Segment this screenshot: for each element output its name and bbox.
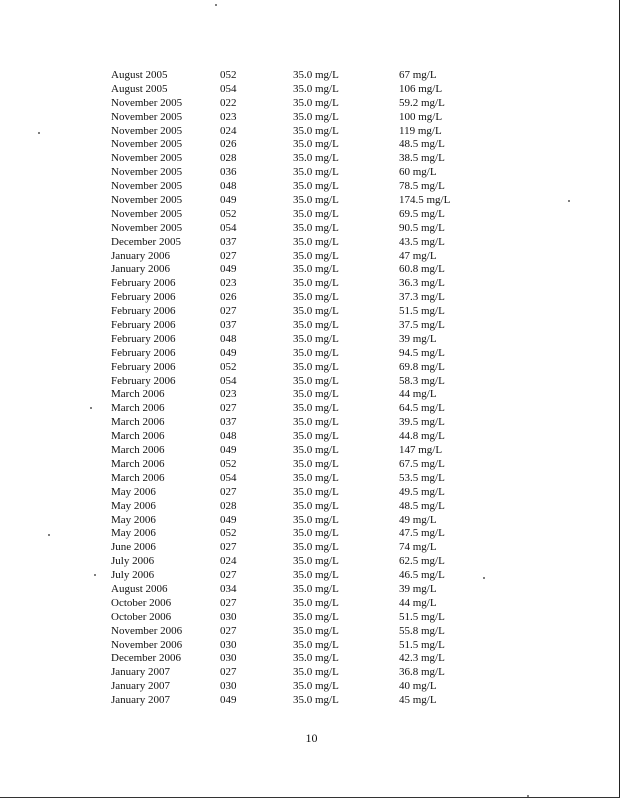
table-row (111, 430, 511, 444)
result-cell: 69.8 mg/L (399, 360, 445, 373)
limit-cell: 35.0 mg/L (293, 180, 339, 193)
table-row (111, 333, 511, 347)
result-cell: 39.5 mg/L (399, 416, 445, 429)
result-cell: 39 mg/L (399, 582, 437, 595)
outfall-cell: 036 (220, 166, 237, 179)
outfall-cell: 027 (220, 624, 237, 637)
outfall-cell: 048 (220, 332, 237, 345)
outfall-cell: 028 (220, 152, 237, 165)
result-cell: 44 mg/L (399, 388, 437, 401)
limit-cell: 35.0 mg/L (293, 69, 339, 81)
date-cell: December 2006 (111, 652, 181, 665)
date-cell: November 2005 (111, 138, 183, 151)
limit-cell: 35.0 mg/L (293, 221, 339, 234)
result-cell: 60 mg/L (399, 166, 437, 179)
outfall-cell: 027 (220, 596, 237, 609)
limit-cell: 35.0 mg/L (293, 82, 339, 95)
table-row (111, 375, 511, 389)
date-cell: July 2006 (111, 569, 155, 582)
outfall-cell: 030 (220, 652, 237, 665)
date-cell: March 2006 (111, 402, 165, 415)
table-row (111, 583, 511, 597)
result-cell: 58.3 mg/L (399, 374, 445, 387)
scan-speck (94, 574, 96, 576)
result-cell: 46.5 mg/L (399, 569, 445, 582)
limit-cell: 35.0 mg/L (293, 207, 339, 220)
result-cell: 147 mg/L (399, 444, 443, 457)
date-cell: February 2006 (111, 305, 176, 318)
result-cell: 49 mg/L (399, 513, 437, 526)
limit-cell: 35.0 mg/L (293, 152, 339, 165)
limit-cell: 35.0 mg/L (293, 388, 339, 401)
outfall-cell: 027 (220, 402, 237, 415)
limit-cell: 35.0 mg/L (293, 194, 339, 207)
outfall-cell: 054 (220, 221, 237, 234)
limit-cell: 35.0 mg/L (293, 235, 339, 248)
outfall-cell: 049 (220, 194, 237, 207)
date-cell: August 2005 (111, 82, 168, 95)
result-cell: 67 mg/L (399, 69, 437, 81)
date-cell: November 2005 (111, 221, 183, 234)
table-row (111, 97, 511, 111)
date-cell: March 2006 (111, 457, 165, 470)
table-row (111, 319, 511, 333)
limit-cell: 35.0 mg/L (293, 471, 339, 484)
limit-cell: 35.0 mg/L (293, 541, 339, 554)
outfall-cell: 022 (220, 96, 237, 109)
outfall-cell: 027 (220, 485, 237, 498)
table-row (111, 444, 511, 458)
limit-cell: 35.0 mg/L (293, 291, 339, 304)
limit-cell: 35.0 mg/L (293, 569, 339, 582)
table-row (111, 152, 511, 166)
table-row (111, 541, 511, 555)
result-cell: 38.5 mg/L (399, 152, 445, 165)
table-row (111, 361, 511, 375)
limit-cell: 35.0 mg/L (293, 138, 339, 151)
page-number: 10 (305, 731, 318, 745)
result-cell: 51.5 mg/L (399, 610, 445, 623)
limit-cell: 35.0 mg/L (293, 680, 339, 693)
result-cell: 100 mg/L (399, 110, 443, 123)
scan-speck (38, 132, 40, 134)
limit-cell: 35.0 mg/L (293, 96, 339, 109)
table-row (111, 416, 511, 430)
result-cell: 44.8 mg/L (399, 430, 445, 443)
date-cell: February 2006 (111, 319, 176, 332)
limit-cell: 35.0 mg/L (293, 346, 339, 359)
table-row (111, 666, 511, 680)
table-row (111, 388, 511, 402)
date-cell: January 2007 (111, 694, 170, 707)
outfall-cell: 024 (220, 124, 237, 137)
table-row (111, 125, 511, 139)
limit-cell: 35.0 mg/L (293, 624, 339, 637)
date-cell: February 2006 (111, 291, 176, 304)
result-cell: 55.8 mg/L (399, 624, 445, 637)
date-cell: October 2006 (111, 610, 172, 623)
date-cell: August 2005 (111, 69, 168, 81)
date-cell: October 2006 (111, 596, 172, 609)
outfall-cell: 027 (220, 249, 237, 262)
date-cell: November 2005 (111, 152, 183, 165)
result-cell: 42.3 mg/L (399, 652, 445, 665)
date-cell: November 2005 (111, 110, 183, 123)
outfall-cell: 052 (220, 457, 237, 470)
result-cell: 36.3 mg/L (399, 277, 445, 290)
date-cell: March 2006 (111, 471, 165, 484)
result-cell: 94.5 mg/L (399, 346, 445, 359)
table-row (111, 277, 511, 291)
outfall-cell: 049 (220, 694, 237, 707)
outfall-cell: 028 (220, 499, 237, 512)
outfall-cell: 024 (220, 555, 237, 568)
table-row (111, 486, 511, 500)
date-cell: June 2006 (111, 541, 156, 554)
result-cell: 90.5 mg/L (399, 221, 445, 234)
date-cell: May 2006 (111, 499, 156, 512)
table-row (111, 500, 511, 514)
date-cell: February 2006 (111, 346, 176, 359)
outfall-cell: 049 (220, 263, 237, 276)
limit-cell: 35.0 mg/L (293, 652, 339, 665)
result-cell: 74 mg/L (399, 541, 437, 554)
scan-speck (527, 795, 529, 797)
result-cell: 174.5 mg/L (399, 194, 451, 207)
limit-cell: 35.0 mg/L (293, 610, 339, 623)
limit-cell: 35.0 mg/L (293, 416, 339, 429)
outfall-cell: 052 (220, 207, 237, 220)
outfall-cell: 037 (220, 319, 237, 332)
table-row (111, 694, 511, 708)
outfall-cell: 023 (220, 110, 237, 123)
result-cell: 119 mg/L (399, 124, 442, 137)
page-edge-bottom (0, 797, 620, 798)
outfall-cell: 023 (220, 277, 237, 290)
limit-cell: 35.0 mg/L (293, 319, 339, 332)
date-cell: November 2005 (111, 180, 183, 193)
table-row (111, 291, 511, 305)
table-row (111, 250, 511, 264)
result-cell: 51.5 mg/L (399, 305, 445, 318)
date-cell: December 2005 (111, 235, 181, 248)
result-cell: 51.5 mg/L (399, 638, 445, 651)
date-cell: August 2006 (111, 582, 168, 595)
date-cell: November 2005 (111, 194, 183, 207)
result-cell: 62.5 mg/L (399, 555, 445, 568)
table-row (111, 680, 511, 694)
table-row (111, 625, 511, 639)
table-row (111, 402, 511, 416)
table-row (111, 111, 511, 125)
result-cell: 60.8 mg/L (399, 263, 445, 276)
limit-cell: 35.0 mg/L (293, 430, 339, 443)
table-row (111, 69, 511, 83)
result-cell: 64.5 mg/L (399, 402, 445, 415)
outfall-cell: 030 (220, 680, 237, 693)
date-cell: November 2005 (111, 96, 183, 109)
table-row (111, 527, 511, 541)
table-row (111, 83, 511, 97)
outfall-cell: 030 (220, 610, 237, 623)
table-row (111, 569, 511, 583)
limit-cell: 35.0 mg/L (293, 444, 339, 457)
date-cell: November 2005 (111, 207, 183, 220)
date-cell: March 2006 (111, 388, 165, 401)
limit-cell: 35.0 mg/L (293, 277, 339, 290)
outfall-cell: 054 (220, 471, 237, 484)
table-row (111, 166, 511, 180)
table-row (111, 611, 511, 625)
result-cell: 39 mg/L (399, 332, 437, 345)
outfall-cell: 037 (220, 416, 237, 429)
table-row (111, 138, 511, 152)
outfall-cell: 027 (220, 305, 237, 318)
scan-speck (48, 534, 50, 536)
limit-cell: 35.0 mg/L (293, 402, 339, 415)
limit-cell: 35.0 mg/L (293, 249, 339, 262)
date-cell: March 2006 (111, 416, 165, 429)
result-cell: 47.5 mg/L (399, 527, 445, 540)
limit-cell: 35.0 mg/L (293, 499, 339, 512)
table-row (111, 263, 511, 277)
date-cell: February 2006 (111, 360, 176, 373)
date-cell: November 2005 (111, 124, 183, 137)
limit-cell: 35.0 mg/L (293, 110, 339, 123)
date-cell: February 2006 (111, 374, 176, 387)
limit-cell: 35.0 mg/L (293, 638, 339, 651)
result-cell: 44 mg/L (399, 596, 437, 609)
limit-cell: 35.0 mg/L (293, 374, 339, 387)
limit-cell: 35.0 mg/L (293, 666, 339, 679)
result-cell: 37.3 mg/L (399, 291, 445, 304)
date-cell: November 2005 (111, 166, 183, 179)
table-row (111, 458, 511, 472)
outfall-cell: 030 (220, 638, 237, 651)
result-cell: 37.5 mg/L (399, 319, 445, 332)
limit-cell: 35.0 mg/L (293, 555, 339, 568)
limit-cell: 35.0 mg/L (293, 360, 339, 373)
outfall-cell: 027 (220, 569, 237, 582)
limit-cell: 35.0 mg/L (293, 694, 339, 707)
result-cell: 78.5 mg/L (399, 180, 445, 193)
date-cell: February 2006 (111, 277, 176, 290)
date-cell: January 2006 (111, 263, 170, 276)
result-cell: 36.8 mg/L (399, 666, 445, 679)
outfall-cell: 052 (220, 360, 237, 373)
limit-cell: 35.0 mg/L (293, 513, 339, 526)
table-row (111, 555, 511, 569)
table-row (111, 652, 511, 666)
scan-speck (90, 407, 92, 409)
outfall-cell: 048 (220, 430, 237, 443)
date-cell: March 2006 (111, 430, 165, 443)
table-row (111, 597, 511, 611)
outfall-cell: 026 (220, 291, 237, 304)
date-cell: January 2007 (111, 666, 170, 679)
table-row (111, 208, 511, 222)
result-cell: 45 mg/L (399, 694, 437, 707)
scan-speck (215, 4, 217, 6)
limit-cell: 35.0 mg/L (293, 332, 339, 345)
limit-cell: 35.0 mg/L (293, 166, 339, 179)
date-cell: May 2006 (111, 527, 156, 540)
table-row (111, 305, 511, 319)
limit-cell: 35.0 mg/L (293, 124, 339, 137)
table-row (111, 514, 511, 528)
table-row (111, 236, 511, 250)
result-cell: 47 mg/L (399, 249, 437, 262)
outfall-cell: 049 (220, 444, 237, 457)
limit-cell: 35.0 mg/L (293, 527, 339, 540)
limit-cell: 35.0 mg/L (293, 305, 339, 318)
result-cell: 53.5 mg/L (399, 471, 445, 484)
result-cell: 106 mg/L (399, 82, 443, 95)
table-row (111, 180, 511, 194)
result-cell: 67.5 mg/L (399, 457, 445, 470)
limit-cell: 35.0 mg/L (293, 582, 339, 595)
outfall-cell: 026 (220, 138, 237, 151)
result-cell: 59.2 mg/L (399, 96, 445, 109)
table-row (111, 472, 511, 486)
date-cell: February 2006 (111, 332, 176, 345)
date-cell: May 2006 (111, 513, 156, 526)
outfall-cell: 049 (220, 513, 237, 526)
result-cell: 43.5 mg/L (399, 235, 445, 248)
date-cell: July 2006 (111, 555, 155, 568)
outfall-cell: 037 (220, 235, 237, 248)
outfall-cell: 048 (220, 180, 237, 193)
limit-cell: 35.0 mg/L (293, 485, 339, 498)
outfall-cell: 034 (220, 582, 237, 595)
result-cell: 40 mg/L (399, 680, 437, 693)
limit-cell: 35.0 mg/L (293, 263, 339, 276)
result-cell: 49.5 mg/L (399, 485, 445, 498)
date-cell: November 2006 (111, 624, 183, 637)
limit-cell: 35.0 mg/L (293, 457, 339, 470)
page-edge-right (619, 0, 620, 797)
result-cell: 48.5 mg/L (399, 499, 445, 512)
table-row (111, 639, 511, 653)
table-row (111, 222, 511, 236)
outfall-cell: 052 (220, 527, 237, 540)
outfall-cell: 027 (220, 541, 237, 554)
outfall-cell: 027 (220, 666, 237, 679)
date-cell: May 2006 (111, 485, 156, 498)
date-cell: January 2007 (111, 680, 170, 693)
outfall-cell: 054 (220, 82, 237, 95)
result-cell: 69.5 mg/L (399, 207, 445, 220)
table-row (111, 194, 511, 208)
measurements-table (111, 69, 511, 708)
outfall-cell: 054 (220, 374, 237, 387)
date-cell: March 2006 (111, 444, 165, 457)
outfall-cell: 052 (220, 69, 237, 81)
outfall-cell: 023 (220, 388, 237, 401)
table-row (111, 347, 511, 361)
date-cell: November 2006 (111, 638, 183, 651)
outfall-cell: 049 (220, 346, 237, 359)
result-cell: 48.5 mg/L (399, 138, 445, 151)
limit-cell: 35.0 mg/L (293, 596, 339, 609)
scan-speck (568, 200, 570, 202)
date-cell: January 2006 (111, 249, 170, 262)
